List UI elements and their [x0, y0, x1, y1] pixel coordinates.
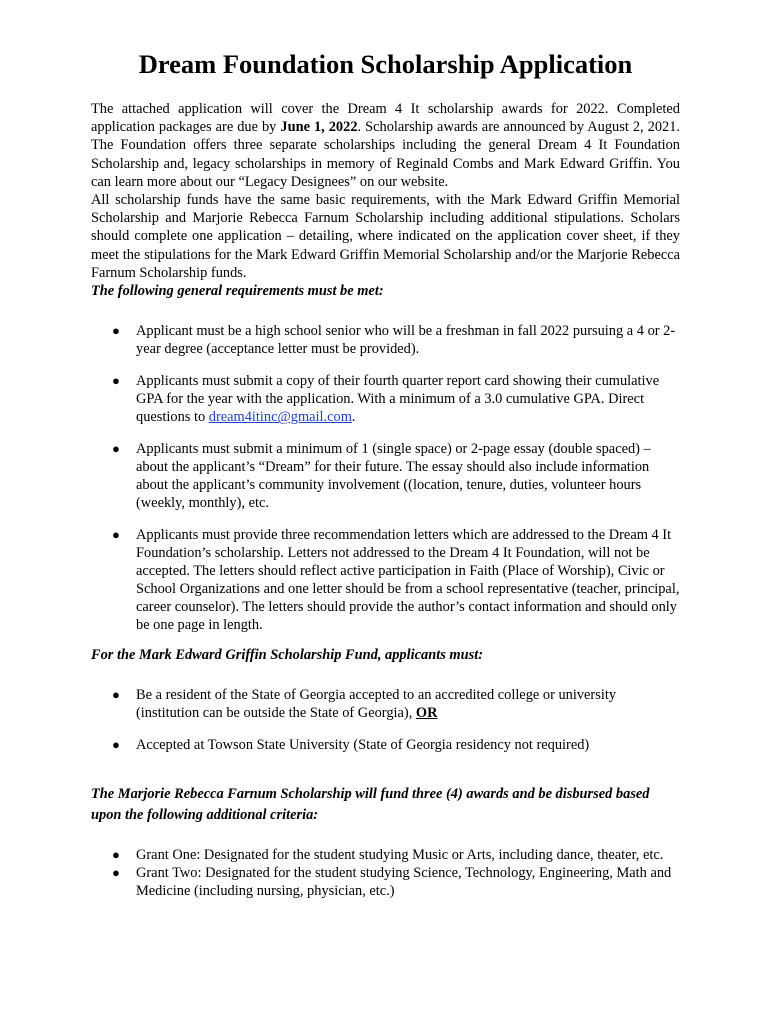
bullet-icon: ● [112, 441, 120, 457]
requirement-text: Applicants must submit a minimum of 1 (single space) or 2-page essay (double spaced) – about the applicant’s “Dream” for their future. The essay should also include information about the applicant’s community involvement ((location, tenure, duties, volunteer hours (weekly, monthly), etc. [136, 441, 651, 512]
list-item [91, 322, 680, 358]
requirement-text: Applicants must provide three recommendation letters which are addressed to the Dream 4 It Foundation’s scholarship. Letters not addressed to the Dream 4 It Foundation, will not be accepted. The letters should reflect active participation in Faith (Place of Worship), Civic or School Organizations and one letter should be from a school representative (teacher, principal, career counselor). The letters should provide the author’s contact information and should only be one page in length. [136, 527, 680, 634]
basic-requirements-paragraph: All scholarship funds have the same basic requirements, with the Mark Edward Griffin Memorial Scholarship and Marjorie Rebecca Farnum Scholarship including additional stipulations. Scholars should complete one application – detailing, where indicated on the application cover sheet, if they meet the stipulations for the Mark Edward Griffin Memorial Scholarship and/or the Marjorie Rebecca Farnum Scholarship funds. [91, 192, 680, 281]
bullet-icon: ● [112, 687, 120, 703]
farnum-heading-part2: will fund three (4) awards and [351, 786, 539, 803]
list-item [91, 526, 680, 634]
list-item [91, 736, 680, 754]
griffin-requirements-list [91, 686, 680, 754]
grant-text: Grant Two: Designated for the student studying Science, Technology, Engineering, Math and Medicine (including nursing, physician, etc.) [136, 865, 672, 900]
bullet-icon: ● [112, 847, 120, 863]
list-item [91, 372, 680, 426]
document-page [91, 46, 680, 900]
general-requirements-list [91, 322, 680, 634]
list-item [91, 864, 680, 900]
grant-text: Grant One: Designated for the student studying Music or Arts, including dance, theater, etc. [136, 847, 664, 864]
bullet-icon: ● [112, 737, 120, 753]
requirement-text: Applicant must be a high school senior who will be a freshman in fall 2022 pursuing a 4 or 2-year degree (acceptance letter must be provided). [136, 323, 676, 358]
farnum-heading-part1: The Marjorie Rebecca Farnum Scholarship [91, 786, 352, 803]
intro-text-part2: . Scholarship awards are announced by August 2, 2021. The Foundation offers three separate scholarships including the general Dream 4 It Foundation Scholarship and, legacy scholarships in memory of Reginald Combs and Mark Edward Griffin. You can learn more about our “Legacy Designees” on our website. [91, 119, 681, 190]
bullet-icon: ● [112, 323, 120, 339]
griffin-heading: For the Mark Edward Griffin Scholarship Fund, applicants must: [91, 647, 483, 664]
email-link[interactable]: dream4itinc@gmail.com [208, 409, 352, 426]
intro-text-part1: The attached application will cover the Dream 4 It scholarship awards for 2022. Completed application packages are due by [91, 101, 680, 136]
page-title: Dream Foundation Scholarship Application [138, 49, 633, 79]
list-item [91, 846, 680, 864]
requirement-text: Applicants must submit a copy of their fourth quarter report card showing their cumulative GPA for the year with the application. With a minimum of a 3.0 cumulative GPA. Direct questions to [136, 373, 660, 426]
list-item [91, 440, 680, 512]
intro-paragraph [91, 100, 680, 191]
bullet-icon: ● [112, 865, 120, 881]
requirement-text-end: . [351, 409, 356, 426]
or-emphasis: OR [415, 705, 438, 722]
requirement-text: Accepted at Towson State University (State of Georgia residency not required) [136, 737, 590, 754]
bullet-icon: ● [112, 527, 120, 543]
farnum-heading-part3: be disbursed based upon the following additional criteria: [91, 786, 650, 824]
bullet-icon: ● [112, 373, 120, 389]
list-item [91, 686, 680, 722]
general-requirements-heading: The following general requirements must be met: [91, 283, 384, 300]
requirement-text: Be a resident of the State of Georgia accepted to an accredited college or university (institution can be outside the State of Georgia), [136, 687, 617, 722]
due-date: June 1, 2022 [280, 119, 358, 136]
farnum-grants-list [91, 846, 680, 900]
farnum-heading [91, 784, 680, 826]
